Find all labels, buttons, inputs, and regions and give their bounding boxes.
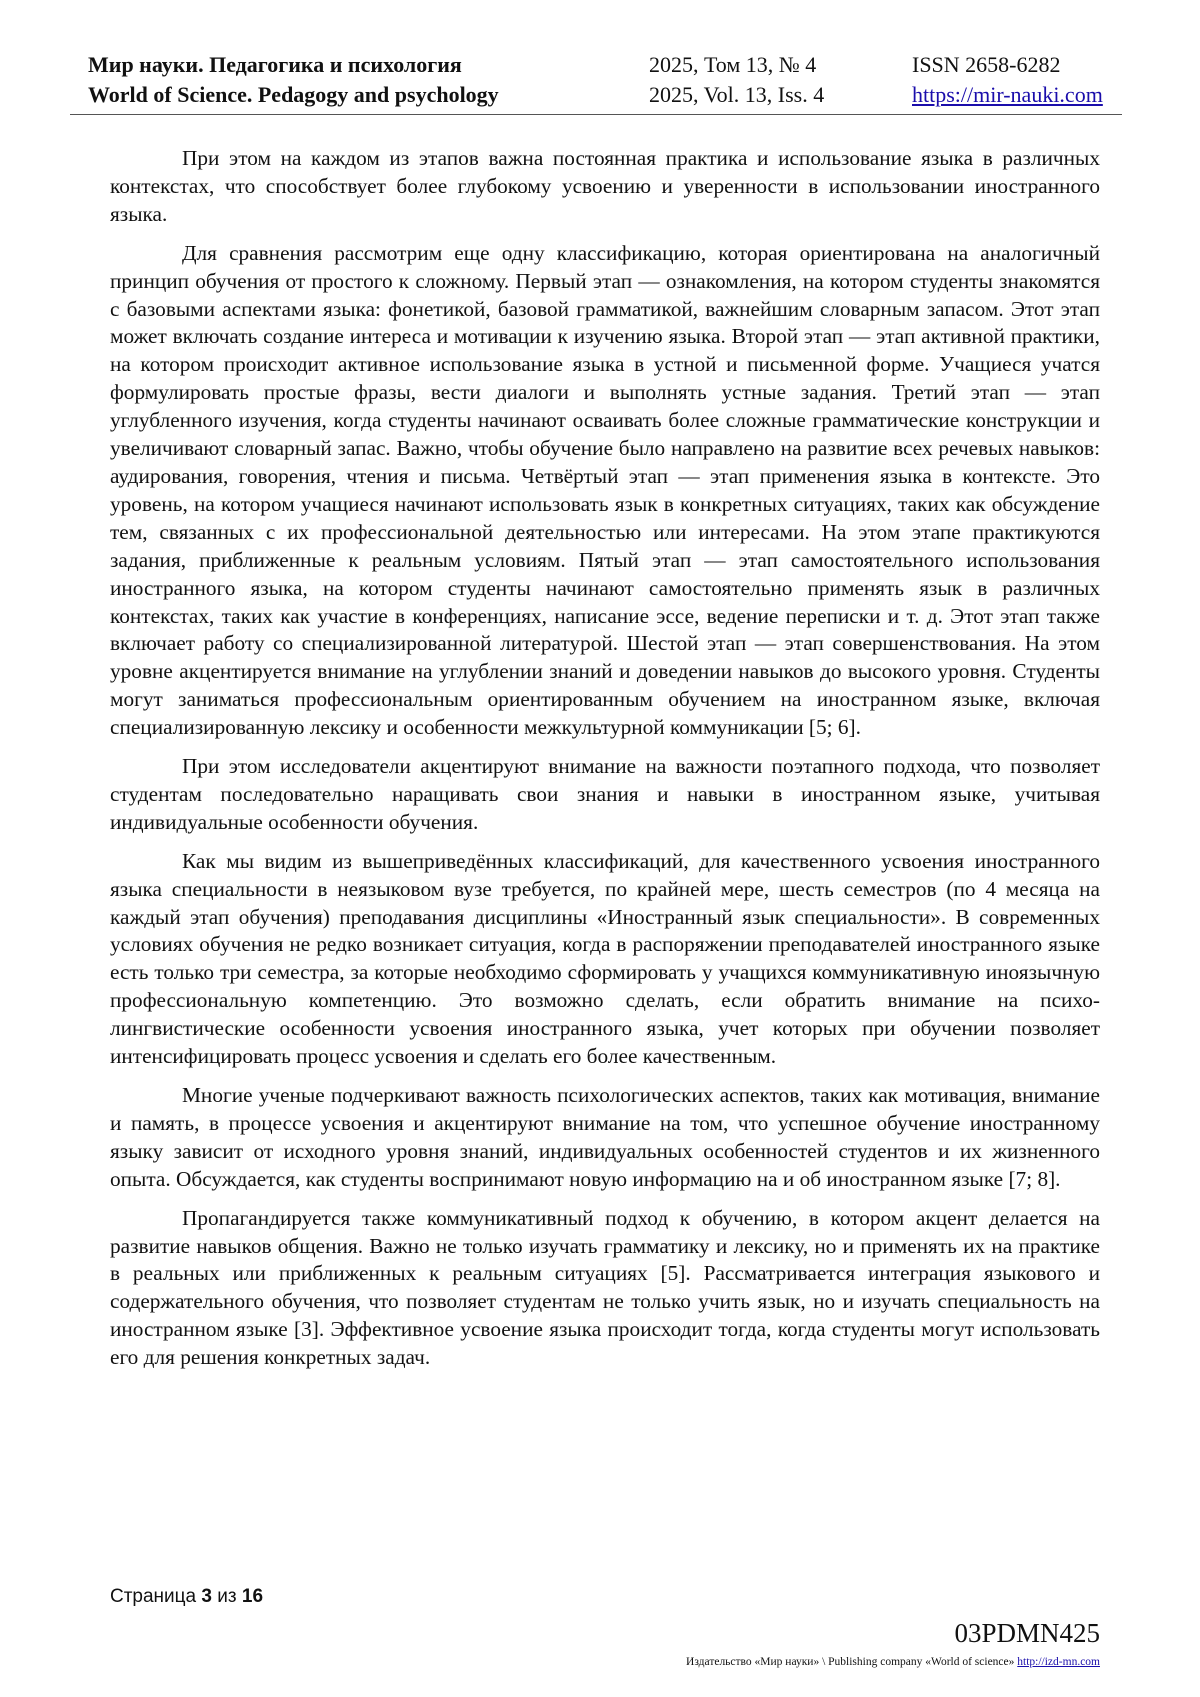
journal-url-line [912,80,1103,110]
paragraph: При этом на каждом из этапов важна постоянная практика и использование языка в различных контекстах, что способствует более глубокому усвоению и уверенности в использовании иностранного языка. [110,146,1100,226]
journal-url-link[interactable]: https://mir-nauki.com [912,82,1103,107]
paragraph: При этом исследователи акцентируют внимание на важности поэтапного подхода, что позволяет студентам последовательно наращивать свои знания и навыки в иностранном языке, учитывая индивидуальные особенности обучения. [110,754,1100,834]
paragraph: Пропагандируется также коммуникативный подход к обучению, в котором акцент делается на развитие навыков общения. Важно не только изучать грамматику и лексику, но и применять их на практике в реальных или приближенных к реальным ситуациях [5]. Рассматривается интеграция языкового и содержательного обучения, что позволяет студентам не только учить язык, но и изучать специальность на иностранном языке [3]. Эффективное усвоение языка происходит тогда, когда студенты могут использовать его для решения конкретных задач. [110,1205,1100,1370]
volume-info-ru: 2025, Том 13, № 4 [649,52,817,77]
article-body [110,145,1100,1383]
publisher-link[interactable]: http://izd-mn.com [1017,1656,1100,1668]
volume-info-en: 2025, Vol. 13, Iss. 4 [649,82,825,107]
journal-title-ru: Мир науки. Педагогика и психология [88,52,462,77]
page-current: 3 [201,1586,212,1607]
issn-number: ISSN 2658-6282 [912,52,1061,77]
volume-info-block [649,50,824,110]
running-header [70,50,1122,115]
publisher-line [686,1655,1100,1669]
paragraph: Для сравнения рассмотрим еще одну классификацию, которая ориентирована на аналогичный принцип обучения от простого к сложному. Первый этап — ознакомления, на котором студенты знакомятся с базовыми аспектами языка: фонетикой, базовой грамматикой, важнейшим словарным запасом. Этот этап может включать создание интереса и мотивации к изучению языка. Второй этап — этап активной практики, на котором происходит активное использование языка в устной и письменной форме. Учащиеся учатся формулировать простые фразы, вести диалоги и выполнять устные задания. Третий этап — этап углубленного изучения, когда студенты начинают осваивать более сложные грамматические конструкции и увеличивают словарный запас. Важно, чтобы обучение было направлено на развитие всех речевых навыков: аудирования, говорения, чтения и письма. Четвёртый этап — этап применения языка в контексте. Это уровень, на котором учащиеся начинают использовать язык в конкретных ситуациях, таких как обсуждение тем, связанных с их профессиональной деятельностью или интересами. На этом этапе практикуются задания, приближенные к реальным условиям. Пятый этап — этап самостоятельного использования иностранного языка, на котором студенты начинают самостоятельно применять язык в различных контекстах, таких как участие в конференциях, написание эссе, ведение переписки и т. д. Этот этап также включает работу со специализированной литературой. Шестой этап — этап совершенствования. На этом уровне акцентируется внимание на углублении знаний и доведении навыков до высокого уровня. Студенты могут заниматься профессиональным ориентированным обучением на иностранном языке, включая специализированную лексику и особенности межкультурной коммуникации [5; 6]. [110,240,1100,740]
publisher-text: Издательство «Мир науки» \ Publishing company «World of science» [686,1656,1015,1668]
page-separator: из [217,1586,237,1607]
journal-title-block [88,50,499,110]
paragraph: Многие ученые подчеркивают важность психологических аспектов, таких как мотивация, внимание и память, в процессе усвоения и акцентируют внимание на том, что успешное обучение иностранному языку зависит от исходного уровня знаний, индивидуальных особенностей студентов и их жизненного опыта. Обсуждается, как студенты воспринимают новую информацию на и об иностранном языке [7; 8]. [110,1083,1100,1191]
page-number [110,1585,263,1609]
article-code: 03PDMN425 [954,1618,1100,1648]
journal-title-en: World of Science. Pedagogy and psychology [88,82,499,107]
page-label: Страница [110,1586,197,1607]
paragraph: Как мы видим из вышеприведённых классификаций, для качественного усвоения иностранного языка специальности в неязыковом вузе требуется, по крайней мере, шесть семестров (по 4 месяца на каждый этап обучения) преподавания дисциплины «Иностранный язык специальности». В современных условиях обучения не редко возникает ситуация, когда в распоряжении преподавателей иностранного языке есть только три семестра, за которые необходимо сформировать у учащихся коммуникативную иноязычную профессиональную компетенцию. Это возможно сделать, если обратить внимание на психо-лингвистические особенности усвоения иностранного языка, учет которых при обучении позволяет интенсифицировать процесс усвоения и сделать его более качественным. [110,848,1100,1069]
page-total: 16 [241,1586,264,1607]
issn-block [912,50,1103,110]
